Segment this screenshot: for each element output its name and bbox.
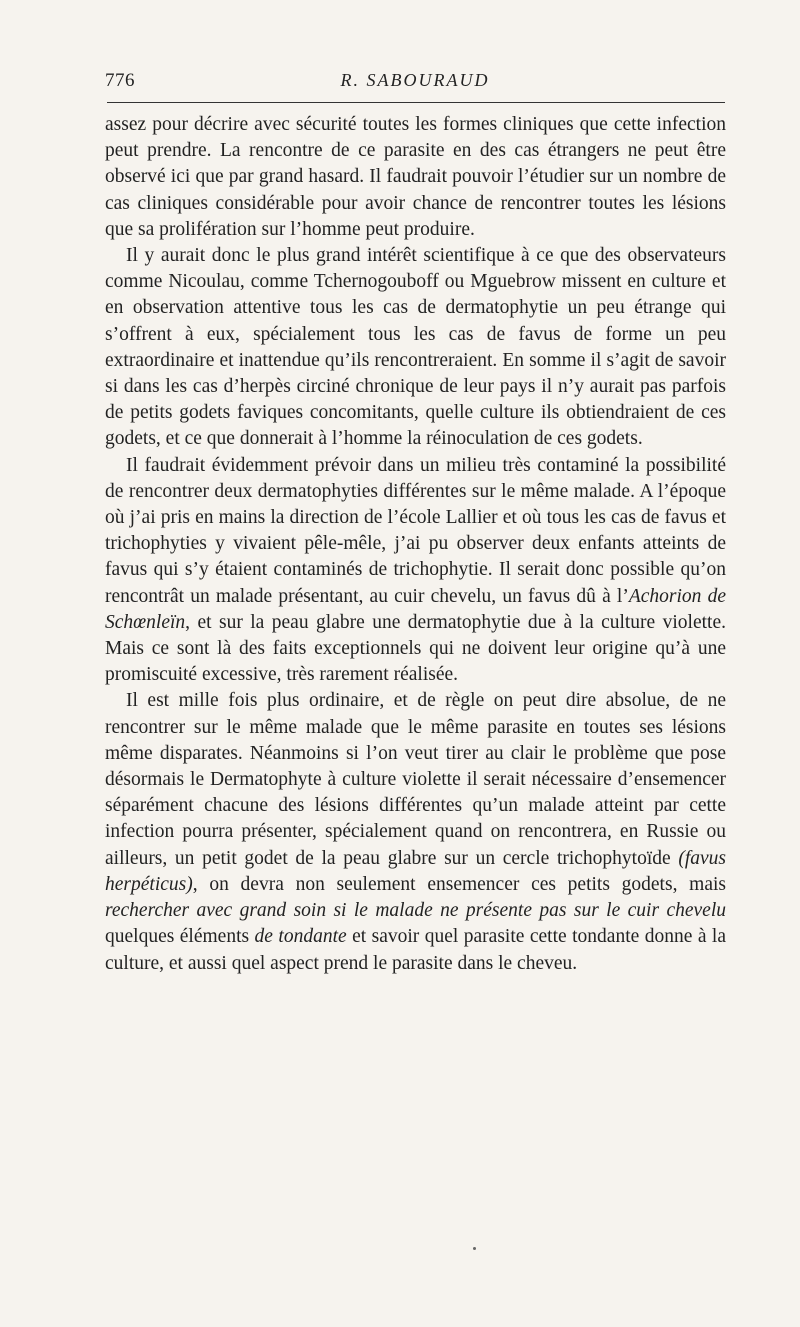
paragraph-1-text: assez pour décrire avec sécurité toutes les formes cliniques que cette infection peut prendre. La rencontre de ce parasite en des cas étrangers ne peut être observé ici que par grand hasard. Il faudrait pouvoir l’étudier sur un nombre de cas cliniques considérable pour avoir chance de rencontrer toutes les lésions que sa prolifération sur l’homme peut produire. <box>105 114 726 240</box>
printer-dot <box>473 1247 476 1250</box>
paragraph-3-text-before-italic: Il faudrait évidemment prévoir dans un milieu très contaminé la possibilité de rencontrer deux dermatophyties différentes sur le même malade. A l’époque où j’ai pris en mains la direction de l’école Lallier et où tous les cas de favus et trichophyties y vivaient pêle-mêle, j’ai pu observer deux enfants atteints de favus qui s’y étaient contaminés de trichophytie. Il serait donc possible qu’on rencontrât un malade présentant, au cuir chevelu, un favus dû à l’ <box>105 454 726 607</box>
paragraph-4 <box>105 688 726 976</box>
paragraph-4-italic-tondante: de tondante <box>254 926 347 948</box>
paragraph-4-text-part-4: et savoir quel parasite cette tondante donne à la culture, et aussi quel aspect prend le parasite dans le cheveu. <box>105 926 727 974</box>
paragraph-3 <box>105 453 726 689</box>
header-rule <box>107 102 725 103</box>
paragraph-3-text-after-italic: , et sur la peau glabre une dermatophytie due à la culture violette. Mais ce sont là des faits exceptionnels qui ne doivent leur origine qu’à une promiscuité excessive, très rarement réalisée. <box>105 611 726 686</box>
running-head: R. SABOURAUD <box>340 70 490 90</box>
paragraph-3-italic-achorion: Achorion de Schœnleïn <box>105 585 726 633</box>
paragraph-2-text: Il y aurait donc le plus grand intérêt scientifique à ce que des observateurs comme Nicoulau, comme Tchernogouboff ou Mguebrow missent en culture et en observation attentive tous les cas de dermatophytie un peu étrange qui s’offrent à eux, spécialement tous les cas de favus de forme un peu extraordinaire et inattendue qu’ils rencontreraient. En somme il s’agit de savoir si dans les cas d’herpès circiné chronique de leur pays il n’y aurait pas parfois de petits godets faviques concomitants, quelle culture ils obtiendraient de ces godets, et ce que donnerait à l’homme la réinoculation de ces godets. <box>105 245 726 450</box>
paragraph-2 <box>105 243 726 453</box>
paragraph-4-italic-favus: (favus herpéticus) <box>105 847 726 895</box>
paragraph-4-italic-rechercher: rechercher avec grand soin si le malade ne présente pas sur le cuir chevelu <box>105 900 726 922</box>
paragraph-4-text-part-3: quelques éléments <box>105 926 255 948</box>
paragraph-4-text-part-2: , on devra non seulement ensemencer ces petits godets, mais <box>192 873 726 895</box>
page-number: 776 <box>105 70 135 91</box>
page-header <box>105 70 725 100</box>
paragraph-4-text-part-1: Il est mille fois plus ordinaire, et de règle on peut dire absolue, de ne rencontrer sur le même malade que le même parasite en toutes ses lésions même disparates. Néanmoins si l’on veut tirer au clair le problème que pose désormais le Dermatophyte à culture violette il serait nécessaire d’ensemencer séparément chacune des lésions différentes qu’un malade atteint par cette infection pourra présenter, spécialement quand on rencontrera, en Russie ou ailleurs, un petit godet de la peau glabre sur un cercle trichophytoïde <box>105 690 726 869</box>
paragraph-1 <box>105 112 726 243</box>
body-text <box>105 112 726 977</box>
